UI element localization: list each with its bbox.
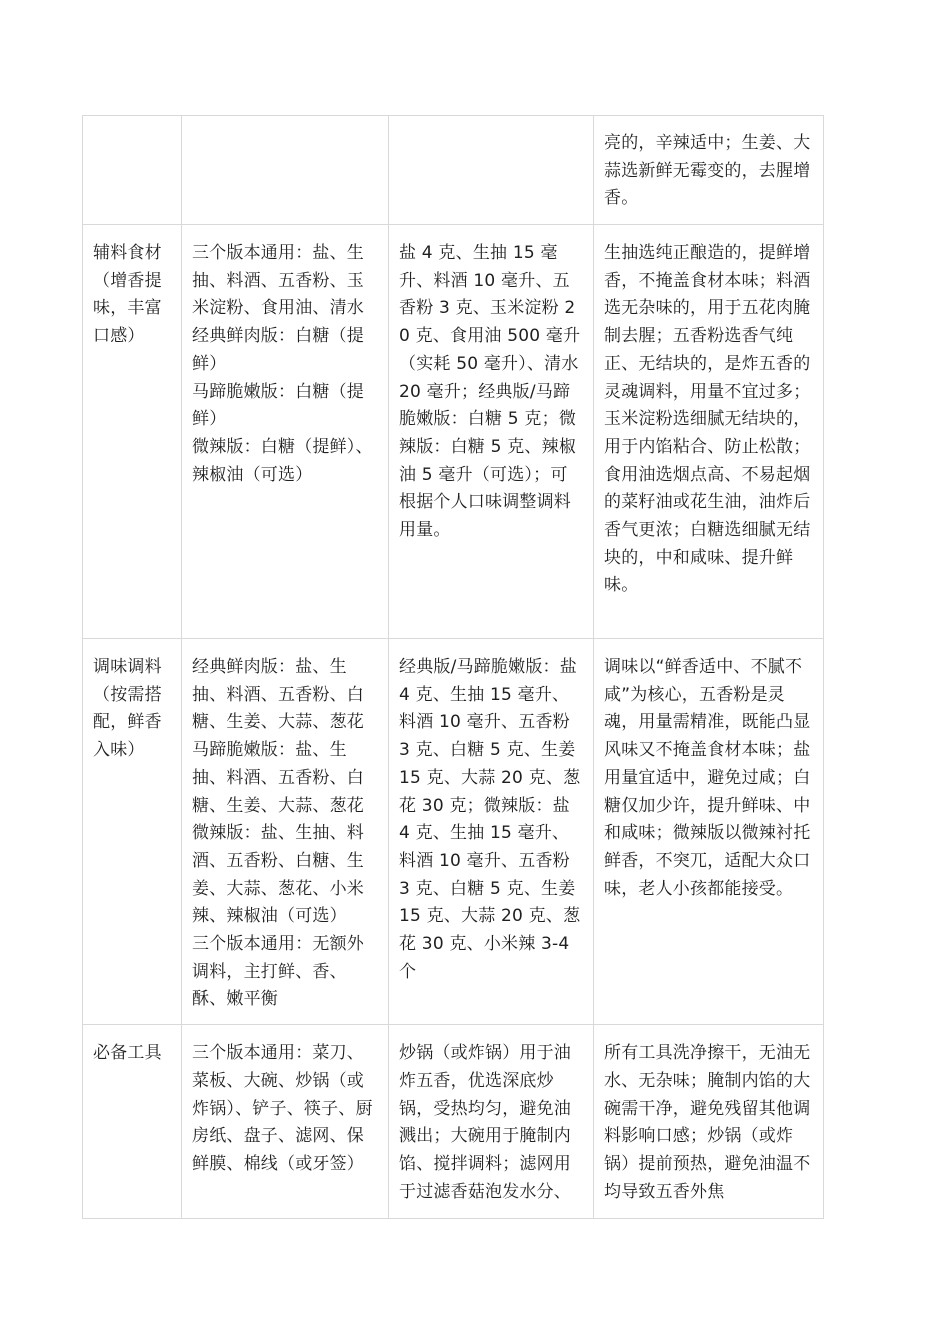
category-cell — [83, 1025, 182, 1219]
table-row — [83, 1025, 824, 1219]
amounts-text: 炒锅（或炸锅）用于油炸五香，优选深底炒锅，受热均匀，避免油溅出；大碗用于腌制内馅、搅拌调料；滤网用于过滤香菇泡发水分、 — [399, 1043, 571, 1202]
category-cell — [83, 639, 182, 1025]
category-text: 必备工具 — [93, 1043, 162, 1064]
ingredients-text: 经典鲜肉版：盐、生抽、料酒、五香粉、白糖、生姜、大蒜、葱花 马蹄脆嫩版：盐、生抽、料酒、五香粉、白糖、生姜、大蒜、葱花 微辣版：盐、生抽、料酒、五香粉、白糖、生姜、大蒜、葱花、小米辣、辣椒油（可选） 三个版本通用：无额外调料，主打鲜、香、酥、嫩平衡 — [192, 657, 364, 1010]
notes-cell — [594, 1025, 824, 1219]
amounts-cell — [389, 639, 594, 1025]
recipe-table — [82, 115, 824, 1219]
notes-text: 所有工具洗净擦干，无油无水、无杂味；腌制内馅的大碗需干净，避免残留其他调料影响口感；炒锅（或炸锅）提前预热，避免油温不均导致五香外焦 — [604, 1043, 811, 1202]
ingredients-text: 三个版本通用：菜刀、菜板、大碗、炒锅（或炸锅）、铲子、筷子、厨房纸、盘子、滤网、保鲜膜、棉线（或牙签） — [192, 1043, 373, 1174]
amounts-cell — [389, 116, 594, 225]
ingredients-cell — [182, 225, 389, 639]
category-text: 辅料食材（增香提味，丰富口感） — [93, 243, 162, 347]
ingredients-cell — [182, 639, 389, 1025]
table-row — [83, 116, 824, 225]
amounts-cell — [389, 1025, 594, 1219]
notes-cell — [594, 639, 824, 1025]
amounts-text: 盐 4 克、生抽 15 毫升、料酒 10 毫升、五香粉 3 克、玉米淀粉 20 克、食用油 500 毫升（实耗 50 毫升）、清水 20 毫升；经典版/马蹄脆嫩版：白糖 5 克；微辣版：白糖 5 克、辣椒油 5 毫升（可选）；可根据个人口味调整调料用量。 — [399, 243, 581, 541]
table-row — [83, 225, 824, 639]
notes-text: 亮的，辛辣适中；生姜、大蒜选新鲜无霉变的，去腥增香。 — [604, 133, 811, 209]
category-cell — [83, 225, 182, 639]
category-cell — [83, 116, 182, 225]
ingredients-cell — [182, 1025, 389, 1219]
notes-cell — [594, 225, 824, 639]
amounts-text: 经典版/马蹄脆嫩版：盐 4 克、生抽 15 毫升、料酒 10 毫升、五香粉 3 克、白糖 5 克、生姜 15 克、大蒜 20 克、葱花 30 克；微辣版：盐 4 克、生抽 15 毫升、料酒 10 毫升、五香粉 3 克、白糖 5 克、生姜 15 克、大蒜 20 克、葱花 30 克、小米辣 3-4 个 — [399, 657, 581, 982]
category-text: 调味调料（按需搭配，鲜香入味） — [93, 657, 162, 761]
table-row — [83, 639, 824, 1025]
ingredients-cell — [182, 116, 389, 225]
notes-cell — [594, 116, 824, 225]
ingredients-text: 三个版本通用：盐、生抽、料酒、五香粉、玉米淀粉、食用油、清水 经典鲜肉版：白糖（提鲜） 马蹄脆嫩版：白糖（提鲜） 微辣版：白糖（提鲜）、辣椒油（可选） — [192, 243, 373, 485]
notes-text: 调味以“鲜香适中、不腻不咸”为核心，五香粉是灵魂，用量需精准，既能凸显风味又不掩盖食材本味；盐用量宜适中，避免过咸；白糖仅加少许，提升鲜味、中和咸味；微辣版以微辣衬托鲜香，不突兀，适配大众口味，老人小孩都能接受。 — [604, 657, 811, 899]
amounts-cell — [389, 225, 594, 639]
notes-text: 生抽选纯正酿造的，提鲜增香，不掩盖食材本味；料酒选无杂味的，用于五花肉腌制去腥；五香粉选香气纯正、无结块的，是炸五香的灵魂调料，用量不宜过多；玉米淀粉选细腻无结块的，用于内馅粘合、防止松散；食用油选烟点高、不易起烟的菜籽油或花生油，油炸后香气更浓；白糖选细腻无结块的，中和咸味、提升鲜味。 — [604, 243, 811, 596]
